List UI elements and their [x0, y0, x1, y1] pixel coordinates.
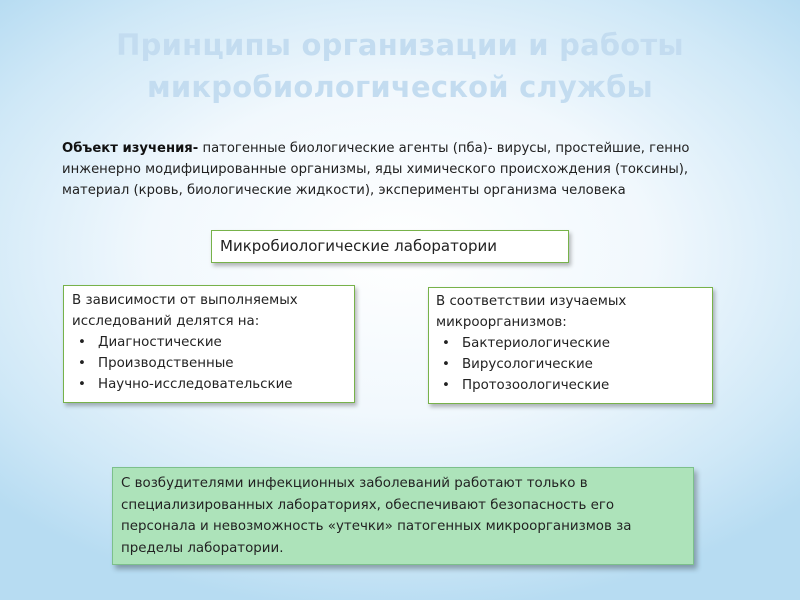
labs-by-microorganism-list [436, 333, 705, 396]
title-line-1: Принципы организации и работы [116, 28, 684, 62]
list-item: • Диагностические [72, 332, 346, 353]
list-item: • Протозоологические [436, 375, 705, 396]
labs-by-microorganism-heading: В соответствии изучаемых микроорганизмов: [436, 294, 627, 330]
title-line-2: микробиологической службы [147, 70, 653, 104]
labs-by-microorganism-box [428, 287, 713, 404]
study-object-paragraph [62, 138, 752, 201]
safety-note-box [112, 467, 694, 565]
safety-note-text: С возбудителями инфекционных заболеваний работают только в специализированных лабораториях, обеспечивают безопасность его персонала и невозможность «утечки» патогенных микроорганизмов за пределы лаборатории. [121, 476, 632, 556]
labs-by-research-box [63, 285, 355, 403]
list-item: • Научно-исследовательские [72, 374, 346, 395]
list-item: • Вирусологические [436, 354, 705, 375]
labs-by-research-heading: В зависимости от выполняемых исследований делятся на: [72, 293, 298, 329]
list-item: • Бактериологические [436, 333, 705, 354]
study-object-text: патогенные биологические агенты (пба)- вирусы, простейшие, генно инженерно модифицированные организмы, яды химического происхождения (токсины), материал (кровь, биологические жидкости), эксперименты организма человека [62, 141, 690, 198]
labs-by-research-list [72, 332, 346, 395]
labs-header-box [211, 230, 569, 263]
labs-header-text: Микробиологические лаборатории [220, 237, 498, 255]
study-object-label: Объект изучения- [62, 141, 199, 156]
list-item: • Производственные [72, 353, 346, 374]
slide-title [0, 24, 800, 108]
